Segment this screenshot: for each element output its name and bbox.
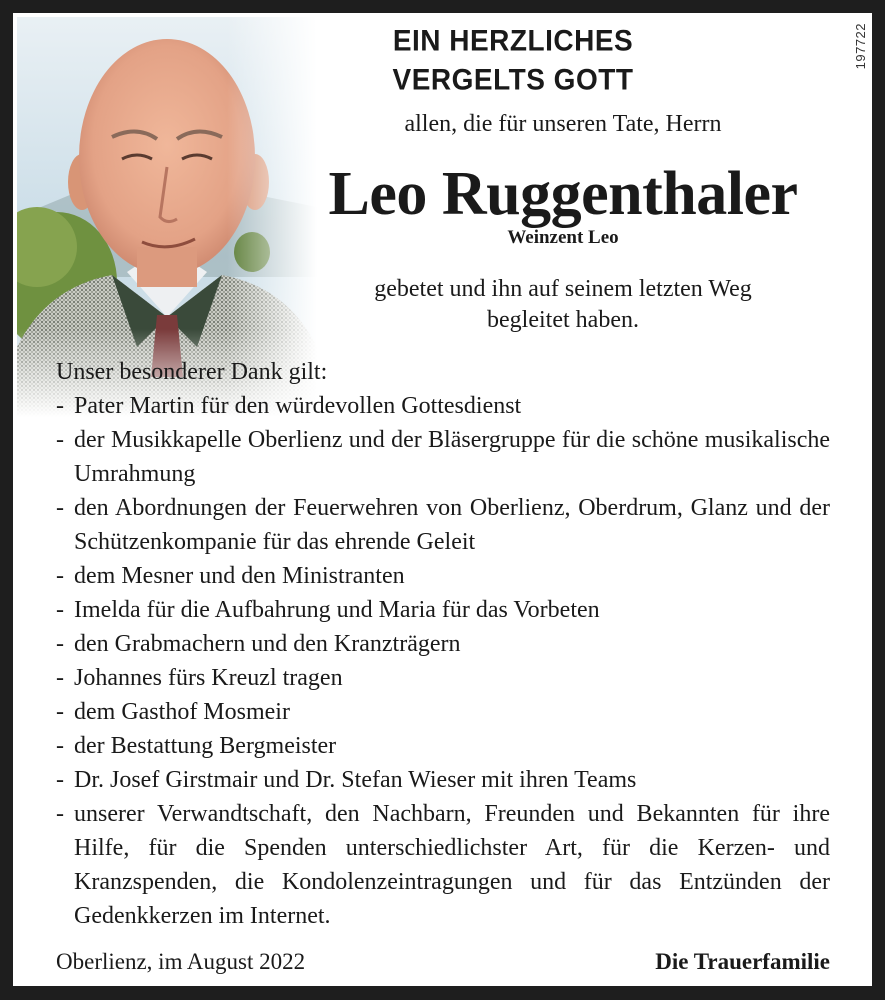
heading-line-1: EIN HERZLICHES: [392, 24, 634, 57]
thanks-item: - der Musikkapelle Oberlienz und der Bläsergruppe für die schöne musikalische Umrahmung: [56, 423, 830, 491]
outro-line-1: gebetet und ihn auf seinem letzten Weg: [374, 276, 752, 302]
signoff: Die Trauerfamilie: [655, 949, 830, 974]
thanks-item: - unserer Verwandtschaft, den Nachbarn, Freunden und Bekannten für ihre Hilfe, für die Spenden unterschiedlichster Art, für die Kerzen- und Kranzspenden, die Kondolenzeintragungen und für das Entzünden der Gedenkkerzen im Internet.: [56, 797, 830, 933]
reference-number: 197722: [853, 23, 868, 70]
thanks-item: - dem Mesner und den Ministranten: [56, 559, 830, 593]
obituary-card: [13, 13, 872, 986]
heading-line-2: VERGELTS GOTT: [392, 63, 634, 96]
thanks-item: - der Bestattung Bergmeister: [56, 729, 830, 763]
thanks-item: - Imelda für die Aufbahrung und Maria für das Vorbeten: [56, 593, 830, 627]
thanks-list: [56, 389, 830, 933]
outro-text: [313, 274, 813, 336]
heading: [353, 21, 673, 99]
deceased-nickname: Weinzent Leo: [507, 227, 619, 248]
intro-text: allen, die für unseren Tate, Herrn: [404, 111, 722, 137]
footer: [56, 949, 830, 975]
thanks-item: - Pater Martin für den würdevollen Gottesdienst: [56, 389, 830, 423]
thanks-item: - den Abordnungen der Feuerwehren von Oberlienz, Oberdrum, Glanz und der Schützenkompanie für das ehrende Geleit: [56, 491, 830, 559]
deceased-name: Leo Ruggenthaler: [328, 160, 798, 228]
thanks-item: - den Grabmachern und den Kranzträgern: [56, 627, 830, 661]
thanks-item: - dem Gasthof Mosmeir: [56, 695, 830, 729]
outro-line-2: begleitet haben.: [487, 307, 639, 333]
place-date: Oberlienz, im August 2022: [56, 949, 306, 974]
thanks-title: Unser besonderer Dank gilt:: [56, 359, 328, 385]
thanks-item: - Johannes fürs Kreuzl tragen: [56, 661, 830, 695]
thanks-section: [56, 355, 830, 933]
thanks-item: - Dr. Josef Girstmair und Dr. Stefan Wieser mit ihren Teams: [56, 763, 830, 797]
